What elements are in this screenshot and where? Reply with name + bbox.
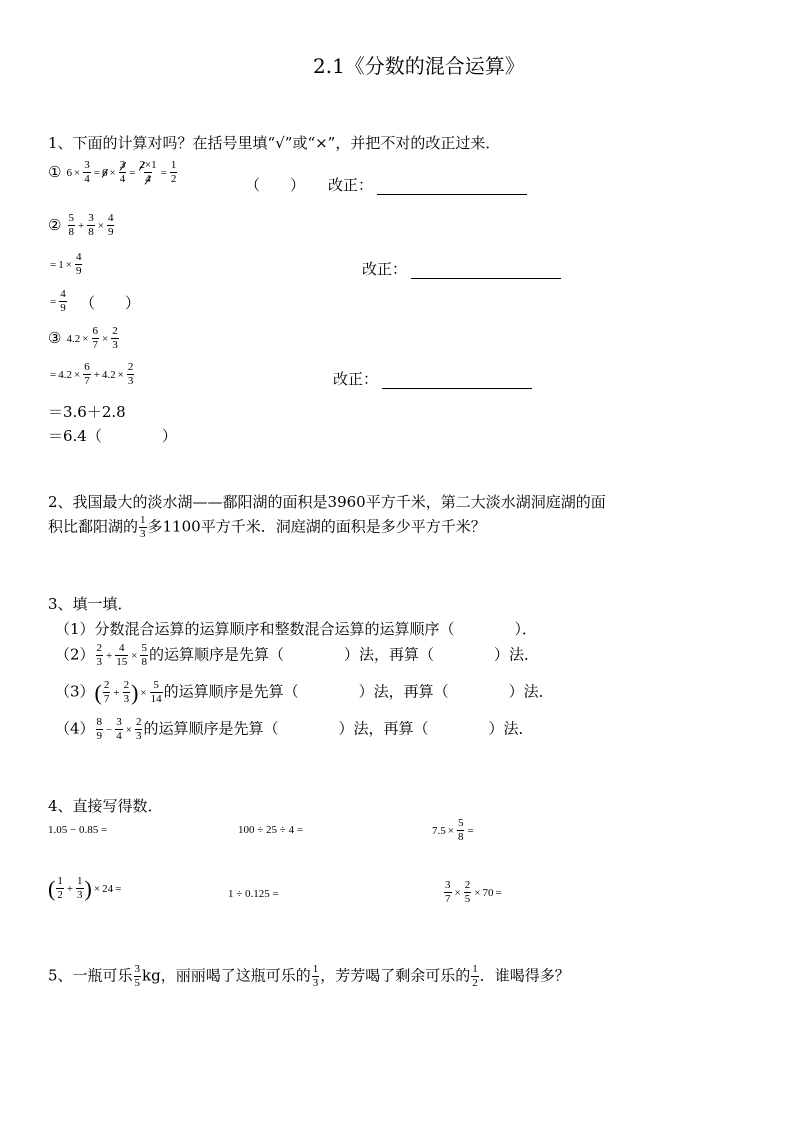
q1-item-3-step-3: ＝6.4（ ） bbox=[48, 427, 177, 445]
q3-sub-2-label: （2） bbox=[55, 645, 95, 664]
page-title: 2.1《分数的混合运算》 bbox=[313, 54, 525, 78]
question-3-heading: 3、填一填． bbox=[48, 595, 133, 613]
q3-sub-3-expression: ( 2 7 + $\frac{2}{3}$ ) × $\frac{5}{14}$ bbox=[94, 679, 162, 705]
q5-text-c: ，芳芳喝了剩余可乐的 bbox=[320, 966, 471, 985]
correction-blank[interactable] bbox=[411, 265, 561, 279]
q1-item-3-expression: 4.2 × $\frac{6}{7}$ × $\frac{2}{3}$ bbox=[66, 325, 118, 351]
q1-item-2-expression: 5 8 + $\frac{3}{8}$ × $\frac{4}{9}$ bbox=[68, 212, 114, 238]
q3-sub-3-text: 的运算顺序是先算（ ）法，再算（ ）法． bbox=[163, 682, 554, 701]
q2-text-a: 积比鄱阳湖的 bbox=[48, 517, 139, 536]
q3-sub-2-text: 的运算顺序是先算（ ）法，再算（ ）法． bbox=[148, 645, 539, 664]
q1-item-1-expression: 6 × $\frac{3}{4}$ = 6 × $\frac{3}{4}$ = $\frac{2\times 1}{4}$ = $\frac{1}{2}$ bbox=[66, 159, 177, 185]
q2-fraction-one-third: 1 3 bbox=[140, 514, 146, 540]
item-number-2: ② bbox=[48, 216, 62, 234]
q1-item-3-step-1: = 4.2 × $\frac{6}{7}$ + 4.2 × $\frac{2}{3}$ bbox=[50, 361, 134, 387]
q5-text-b: kg，丽丽喝了这瓶可乐的 bbox=[142, 966, 311, 985]
q3-sub-2 bbox=[55, 643, 539, 668]
q5-text-d: ．谁喝得多？ bbox=[479, 966, 570, 985]
correction-label: 改正： bbox=[362, 260, 408, 278]
q3-sub-4-expression: 8 9 − $\frac{3}{4}$ × $\frac{2}{3}$ bbox=[96, 716, 142, 742]
item-number-3: ③ bbox=[48, 329, 62, 347]
q1-item-3-step-2: ＝3.6＋2.8 bbox=[48, 403, 126, 421]
q4-expression-5: 1 ÷ 0.125 = bbox=[228, 888, 279, 900]
q3-sub-4-label: （4） bbox=[55, 719, 95, 738]
q1-item-3 bbox=[48, 326, 120, 351]
q5-fraction-one-half: 1 2 bbox=[472, 963, 478, 989]
q4-expression-1: 1.05 − 0.85 = bbox=[48, 824, 108, 836]
q1-item-3-correction bbox=[333, 368, 532, 389]
q1-item-2-answer-paren[interactable]: （ ） bbox=[80, 294, 141, 312]
q4-expression-2: 100 ÷ 25 ÷ 4 = bbox=[238, 824, 304, 836]
question-2-line-2 bbox=[48, 515, 486, 540]
q1-item-2-step-1: = 1 × $\frac{4}{9}$ bbox=[50, 251, 82, 277]
q3-sub-2-expression: 2 3 + $\frac{4}{15}$ × $\frac{5}{8}$ bbox=[96, 642, 147, 668]
q3-sub-3-label: （3） bbox=[55, 682, 95, 701]
q5-text-a: 5、一瓶可乐 bbox=[48, 966, 133, 985]
q3-sub-3 bbox=[55, 680, 554, 705]
question-5 bbox=[48, 964, 570, 989]
q2-text-b: 多1100平方千米．洞庭湖的面积是多少平方千米？ bbox=[147, 517, 486, 536]
q1-item-2-step-2: = $\frac{4}{9}$ bbox=[50, 288, 66, 314]
correction-label: 改正： bbox=[333, 370, 379, 388]
question-2-line-1: 2、我国最大的淡水湖——鄱阳湖的面积是3960平方千米，第二大淡水湖洞庭湖的面 bbox=[48, 493, 606, 511]
q3-sub-4 bbox=[55, 717, 534, 742]
q1-item-2 bbox=[48, 213, 115, 238]
correction-blank[interactable] bbox=[382, 375, 532, 389]
q1-item-1-answer-paren[interactable]: （ ） bbox=[245, 176, 306, 194]
q1-item-1-correction bbox=[328, 174, 527, 195]
q3-sub-1: （1）分数混合运算的运算顺序和整数混合运算的运算顺序（ ）． bbox=[55, 620, 538, 638]
q4-expression-3: 7.5 × $\frac{5}{8}$ = bbox=[432, 817, 474, 843]
item-number-1: ① bbox=[48, 163, 62, 181]
q3-sub-4-text: 的运算顺序是先算（ ）法，再算（ ）法． bbox=[143, 719, 534, 738]
q4-expression-6: $\frac{3}{7}$ × $\frac{2}{5}$ × 70 = bbox=[445, 879, 502, 905]
correction-blank[interactable] bbox=[377, 181, 527, 195]
q1-item-1 bbox=[48, 160, 178, 185]
question-4-heading: 4、直接写得数． bbox=[48, 797, 163, 815]
q1-item-2-correction bbox=[362, 258, 561, 279]
question-1-heading: 1、下面的计算对吗？在括号里填“√”或“×”，并把不对的改正过来． bbox=[48, 134, 501, 152]
q5-fraction-three-fifths: 3 5 bbox=[134, 963, 141, 989]
q5-fraction-one-third: 1 3 bbox=[312, 963, 319, 989]
correction-label: 改正： bbox=[328, 176, 374, 194]
q4-expression-4: ( 1 2 + $\frac{1}{3}$ ) × 24 = bbox=[48, 875, 122, 901]
